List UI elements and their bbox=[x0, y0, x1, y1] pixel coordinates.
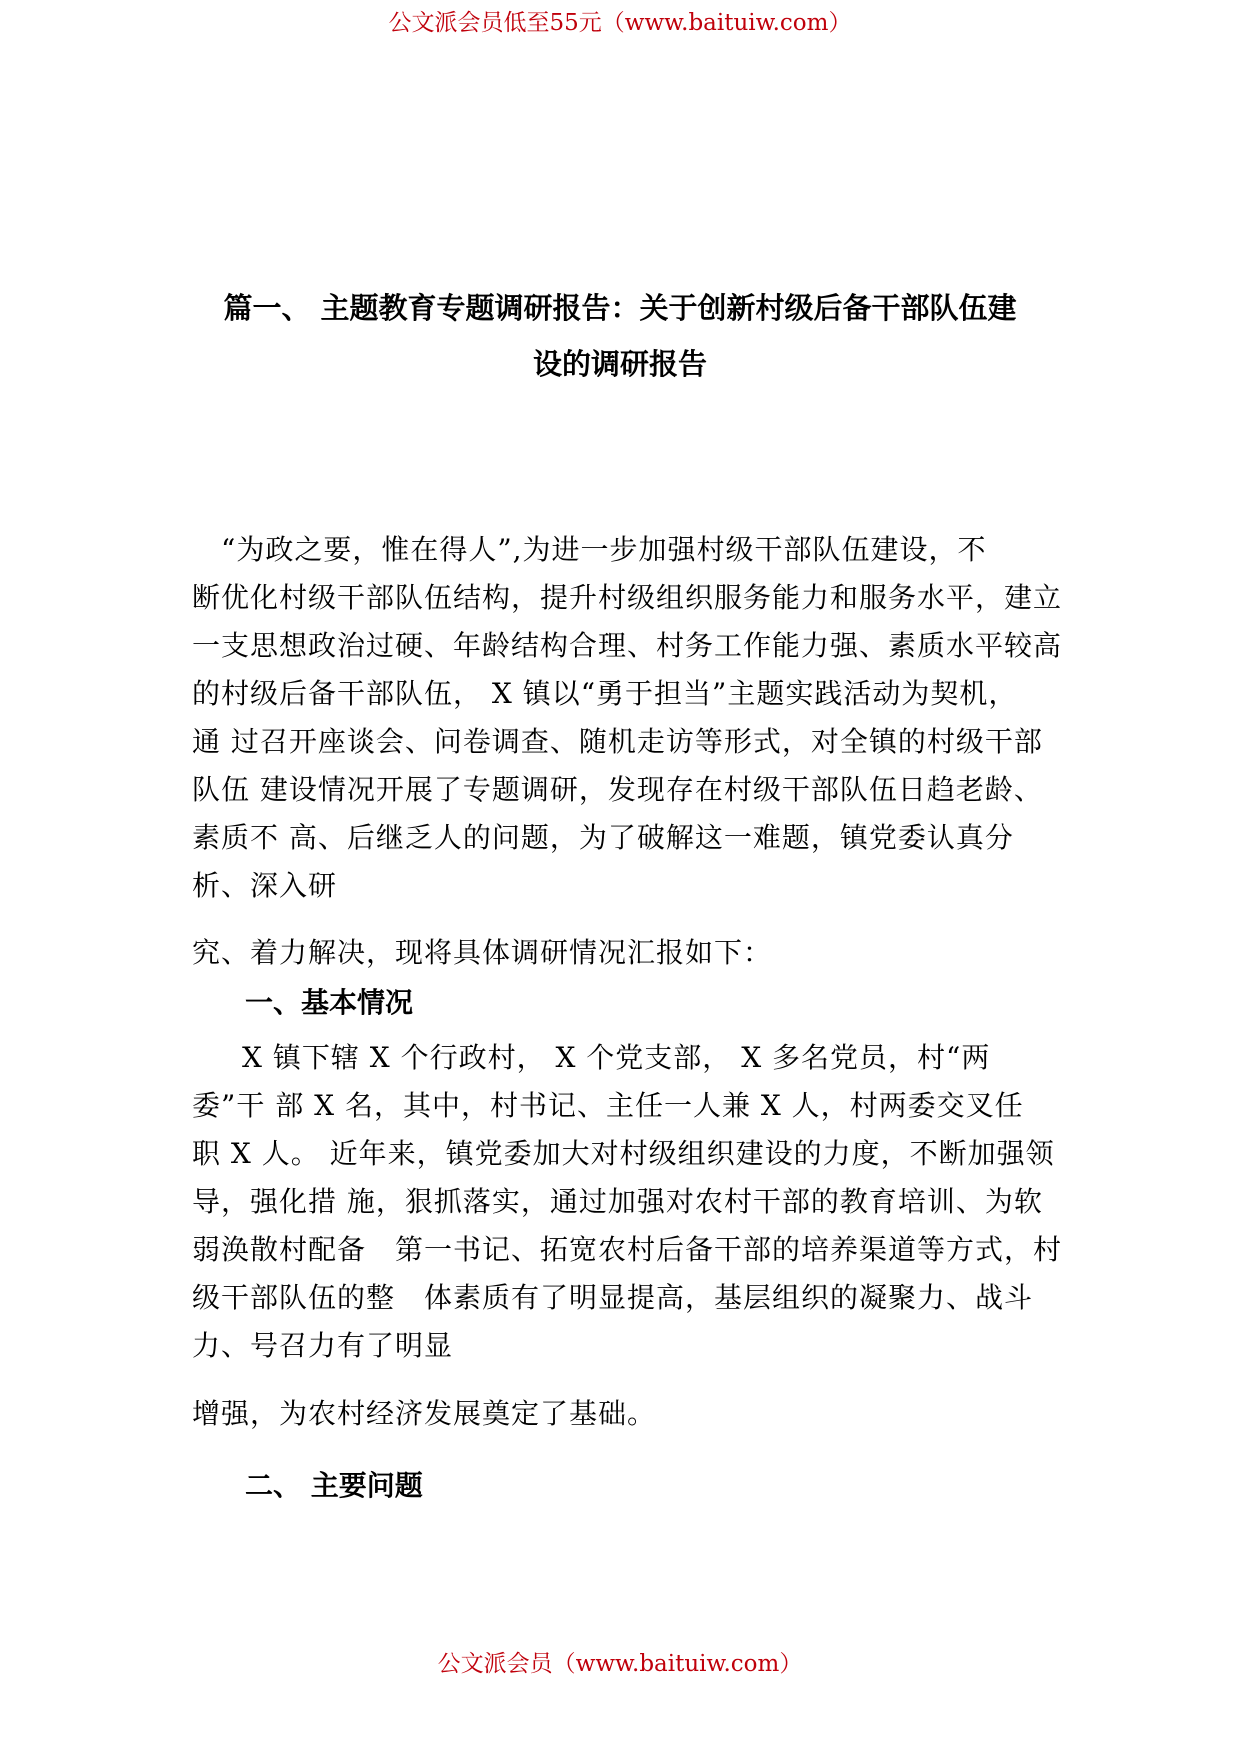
section-1-line-5: 弱涣散村配备 第一书记、拓宽农村后备干部的培养渠道等方式，村 bbox=[192, 1233, 1063, 1266]
section-1-heading: 一、基本情况 bbox=[245, 986, 414, 1019]
footer-watermark-banner: 公文派会员（www.baituiw.com） bbox=[437, 1651, 803, 1677]
section-1-line-7: 力、号召力有了明显 bbox=[192, 1329, 454, 1362]
section-2-heading: 二、 主要问题 bbox=[245, 1469, 423, 1502]
intro-line-7: 素质不 高、后继乏人的问题，为了破解这一难题，镇党委认真分 bbox=[192, 821, 1014, 854]
intro-line-2: 断优化村级干部队伍结构，提升村级组织服务能力和服务水平，建立 bbox=[192, 581, 1063, 614]
intro-line-5: 通 过召开座谈会、问卷调查、随机走访等形式，对全镇的村级干部 bbox=[192, 725, 1043, 758]
intro-line-3: 一支思想政治过硬、年龄结构合理、村务工作能力强、素质水平较高 bbox=[192, 629, 1063, 662]
section-1-line-4: 导，强化措 施，狠抓落实，通过加强对农村干部的教育培训、为软 bbox=[192, 1185, 1043, 1218]
document-title-line-1: 篇一、 主题教育专题调研报告：关于创新村级后备干部队伍建 bbox=[223, 291, 1017, 325]
section-1-line-3: 职 X 人。 近年来，镇党委加大对村级组织建设的力度，不断加强领 bbox=[192, 1137, 1055, 1170]
intro-line-6: 队伍 建设情况开展了专题调研，发现存在村级干部队伍日趋老龄、 bbox=[192, 773, 1043, 806]
section-1-line-2: 委”干 部 X 名，其中，村书记、主任一人兼 X 人，村两委交叉任 bbox=[192, 1089, 1024, 1122]
section-1-line-1: X 镇下辖 X 个行政村， X 个党支部， X 多名党员，村“两 bbox=[242, 1041, 991, 1074]
intro-line-8: 析、深入研 bbox=[192, 869, 338, 902]
section-1-tail-line: 增强，为农村经济发展奠定了基础。 bbox=[192, 1397, 657, 1430]
intro-line-4: 的村级后备干部队伍， X 镇以“勇于担当”主题实践活动为契机， bbox=[192, 677, 1018, 710]
intro-line-1: “为政之要，惟在得人”,为进一步加强村级干部队伍建设，不 bbox=[192, 533, 987, 566]
document-title-line-2: 设的调研报告 bbox=[532, 347, 707, 381]
intro-tail-line: 究、着力解决，现将具体调研情况汇报如下： bbox=[192, 936, 773, 969]
section-1-line-6: 级干部队伍的整 体素质有了明显提高，基层组织的凝聚力、战斗 bbox=[192, 1281, 1034, 1314]
header-watermark-banner: 公文派会员低至55元（www.baituiw.com） bbox=[388, 10, 852, 36]
